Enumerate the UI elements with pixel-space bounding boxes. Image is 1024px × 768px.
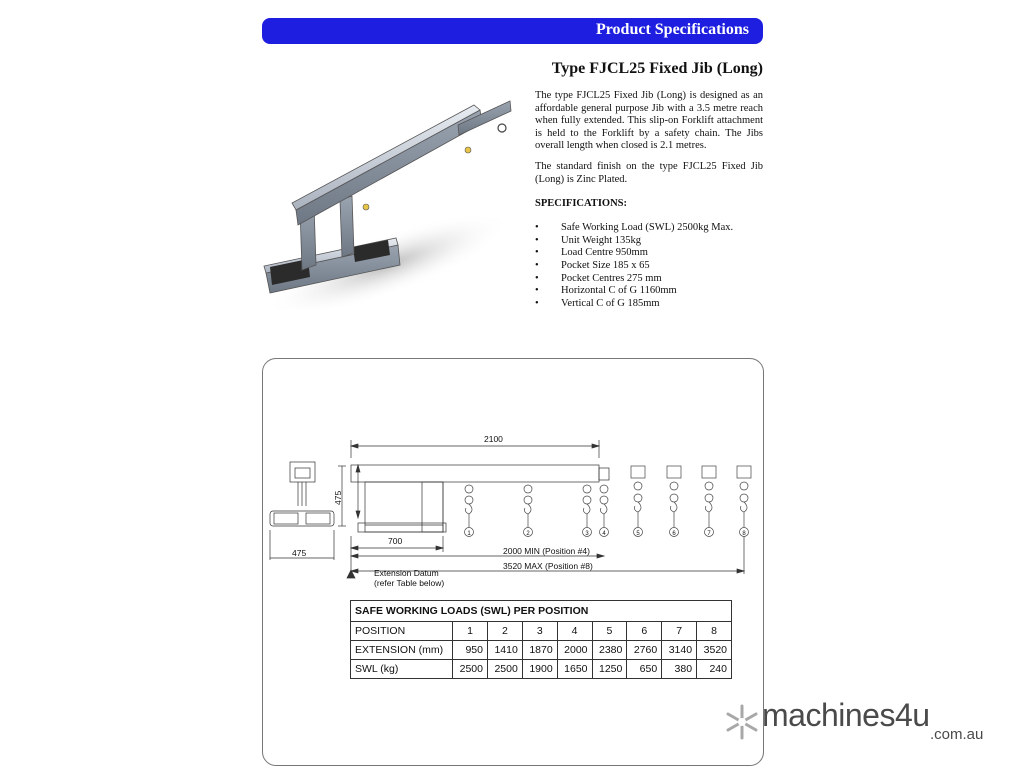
dim-max: 3520 MAX (Position #8) [503, 561, 593, 571]
spec-item: • Unit Weight 135kg [535, 235, 733, 248]
position-marker [634, 528, 643, 538]
svg-text:6: 6 [672, 531, 676, 537]
table-cell: 1410 [487, 641, 522, 660]
position-markers [465, 528, 749, 538]
svg-text:1: 1 [467, 531, 471, 537]
row-label: POSITION [351, 622, 453, 641]
dim-min: 2000 MIN (Position #4) [503, 546, 590, 556]
position-marker [740, 528, 749, 538]
table-cell: 1 [453, 622, 488, 641]
spec-item: • Vertical C of G 185mm [535, 298, 733, 311]
dim-700: 700 [388, 536, 403, 546]
table-cell: 1250 [592, 660, 627, 679]
position-marker [705, 528, 714, 538]
table-cell: 1650 [557, 660, 592, 679]
table-cell: 3 [522, 622, 557, 641]
table-cell: 2500 [487, 660, 522, 679]
table-cell: 3520 [697, 641, 732, 660]
svg-text:8: 8 [742, 531, 746, 537]
table-cell: 2000 [557, 641, 592, 660]
svg-text:2: 2 [526, 531, 530, 537]
swl-table [350, 600, 732, 679]
position-marker [600, 528, 609, 538]
side-view-boom [351, 465, 599, 482]
dim-height: 475 [333, 490, 343, 505]
datum-label-1: Extension Datum [374, 568, 439, 578]
table-cell: 5 [592, 622, 627, 641]
spec-item: • Horizontal C of G 1160mm [535, 285, 733, 298]
specs-list [535, 222, 733, 311]
svg-text:5: 5 [636, 531, 640, 537]
svg-text:7: 7 [707, 531, 711, 537]
position-marker [465, 528, 474, 538]
table-cell: 950 [453, 641, 488, 660]
dim-length: 2100 [484, 434, 503, 444]
table-cell: 240 [697, 660, 732, 679]
banner-title: Product Specifications [595, 21, 749, 38]
table-cell: 2500 [453, 660, 488, 679]
hook-positions [465, 466, 751, 527]
spec-item: • Safe Working Load (SWL) 2500kg Max. [535, 222, 733, 235]
spec-item: • Pocket Size 185 x 65 [535, 260, 733, 273]
spec-item: • Load Centre 950mm [535, 247, 733, 260]
table-cell: 6 [627, 622, 662, 641]
position-marker [583, 528, 592, 538]
datum-label-2: (refer Table below) [374, 578, 445, 588]
snowflake-logo-icon [722, 702, 762, 742]
table-row [351, 660, 732, 679]
end-view-carriage [290, 462, 315, 482]
svg-text:4: 4 [602, 531, 606, 537]
product-image [248, 95, 518, 310]
table-row [351, 641, 732, 660]
table-row [351, 622, 732, 641]
logo-wordmark[interactable]: machines4u [762, 697, 930, 733]
product-description-1: The type FJCL25 Fixed Jib (Long) is designed as an affordable general purpose Jib with a 3.5 metre reach when fully extended. This slip-on Forklift attachment is held to the Forklift by a safety chain. The Jibs overall length when closed is 2.1 metres. [535, 90, 763, 152]
table-cell: 8 [697, 622, 732, 641]
svg-text:3: 3 [585, 531, 589, 537]
specs-heading: SPECIFICATIONS: [535, 198, 627, 209]
row-label: EXTENSION (mm) [351, 641, 453, 660]
table-cell: 4 [557, 622, 592, 641]
table-cell: 7 [662, 622, 697, 641]
product-description-2: The standard finish on the type FJCL25 Fixed Jib (Long) is Zinc Plated. [535, 161, 763, 185]
logo-domain: .com.au [930, 726, 984, 743]
product-title: Type FJCL25 Fixed Jib (Long) [551, 60, 763, 77]
section-banner [262, 18, 763, 44]
table-cell: 650 [627, 660, 662, 679]
row-label: SWL (kg) [351, 660, 453, 679]
table-cell: 380 [662, 660, 697, 679]
table-cell: 2380 [592, 641, 627, 660]
table-cell: 1870 [522, 641, 557, 660]
table-caption: SAFE WORKING LOADS (SWL) PER POSITION [351, 601, 732, 622]
table-cell: 3140 [662, 641, 697, 660]
dim-width: 475 [292, 548, 307, 558]
table-cell: 2 [487, 622, 522, 641]
spec-item: • Pocket Centres 275 mm [535, 273, 733, 286]
technical-drawing [262, 358, 764, 766]
table-cell: 1900 [522, 660, 557, 679]
position-marker [670, 528, 679, 538]
table-cell: 2760 [627, 641, 662, 660]
position-marker [524, 528, 533, 538]
